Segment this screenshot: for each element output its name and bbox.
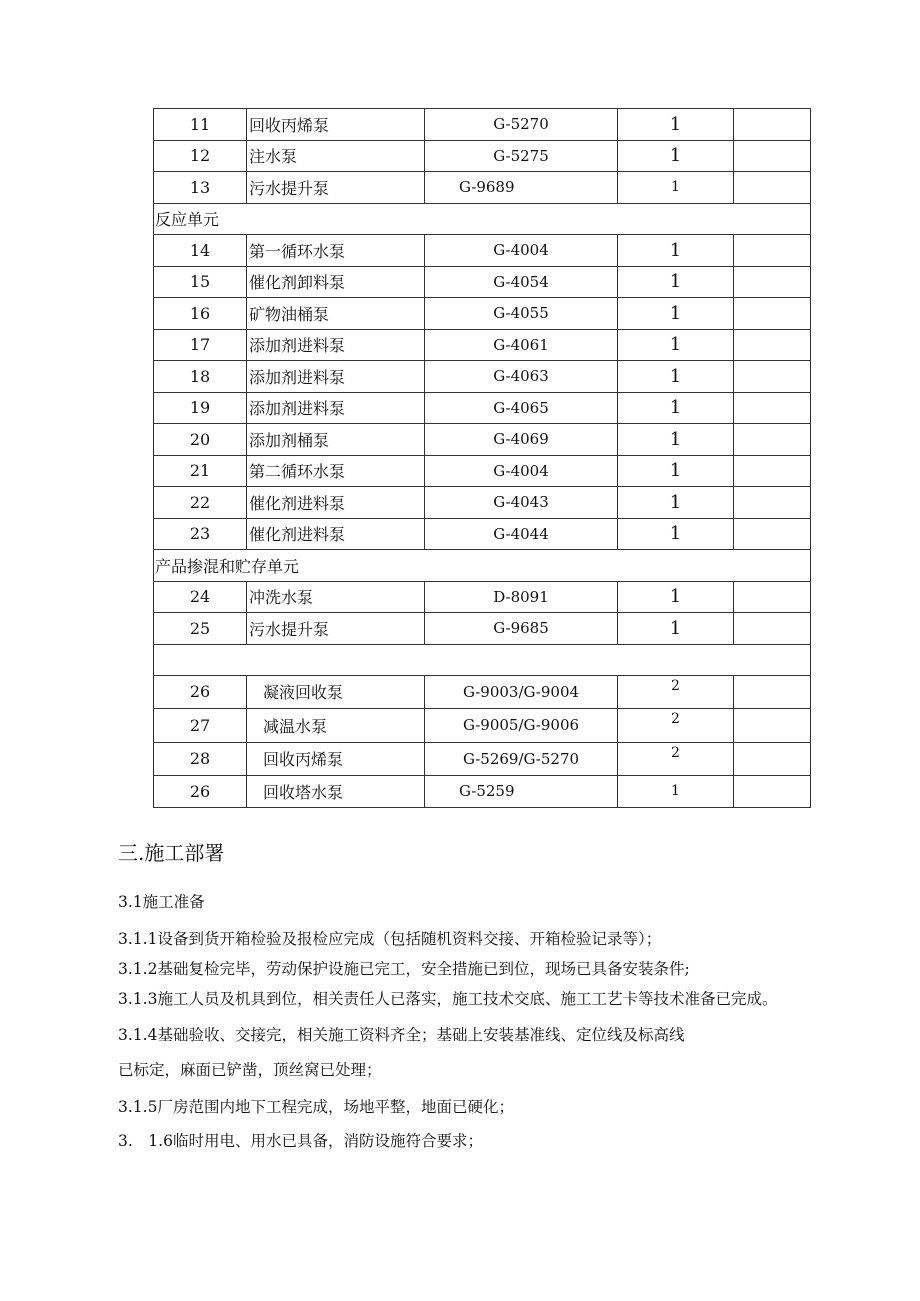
table-row (154, 424, 811, 456)
item-model: G-5275 (425, 140, 618, 172)
table-row (154, 266, 811, 298)
blank-cell (154, 644, 811, 675)
item-model: G-4043 (425, 487, 618, 519)
item-model: G-4004 (425, 455, 618, 487)
table-row (154, 109, 811, 141)
item-quantity: 2 (618, 742, 734, 776)
item-remark (734, 709, 811, 743)
table-row (154, 613, 811, 645)
item-model: G-5270 (425, 109, 618, 141)
paragraph: 已标定，麻面已铲凿，顶丝窝已处理； (118, 1061, 382, 1079)
table-row (154, 776, 811, 808)
item-number: 26 (154, 776, 247, 808)
item-name: 添加剂进料泵 (247, 361, 425, 393)
table-row (154, 581, 811, 613)
item-number: 21 (154, 455, 247, 487)
table-row (154, 518, 811, 550)
item-name: 污水提升泵 (247, 613, 425, 645)
item-remark (734, 361, 811, 393)
item-quantity: 1 (618, 298, 734, 330)
table-row (154, 392, 811, 424)
item-remark (734, 140, 811, 172)
item-remark (734, 742, 811, 776)
item-remark (734, 329, 811, 361)
item-name: 添加剂进料泵 (247, 392, 425, 424)
table-row (154, 361, 811, 393)
item-remark (734, 518, 811, 550)
item-quantity: 1 (618, 424, 734, 456)
paragraph: 3.1.2基础复检完毕，劳动保护设施已完工，安全措施已到位，现场已具备安装条件; (118, 960, 690, 978)
item-quantity: 1 (618, 266, 734, 298)
item-model: G-4061 (425, 329, 618, 361)
item-name: 回收丙烯泵 (247, 109, 425, 141)
item-name: 凝液回收泵 (247, 675, 425, 709)
item-remark (734, 235, 811, 267)
item-remark (734, 675, 811, 709)
item-name: 催化剂卸料泵 (247, 266, 425, 298)
item-remark (734, 613, 811, 645)
item-model: G-9685 (425, 613, 618, 645)
table-row (154, 455, 811, 487)
item-number: 26 (154, 675, 247, 709)
item-name: 注水泵 (247, 140, 425, 172)
item-number: 27 (154, 709, 247, 743)
item-number: 14 (154, 235, 247, 267)
item-name: 催化剂进料泵 (247, 518, 425, 550)
item-model: G-4065 (425, 392, 618, 424)
item-name: 减温水泵 (247, 709, 425, 743)
item-number: 15 (154, 266, 247, 298)
item-remark (734, 298, 811, 330)
item-remark (734, 266, 811, 298)
item-quantity: 1 (618, 392, 734, 424)
item-quantity: 1 (618, 487, 734, 519)
section-heading: 三.施工部署 (118, 841, 225, 865)
item-name: 回收丙烯泵 (247, 742, 425, 776)
item-number: 17 (154, 329, 247, 361)
item-quantity: 1 (618, 518, 734, 550)
section-label: 反应单元 (154, 203, 811, 235)
item-name: 第一循环水泵 (247, 235, 425, 267)
item-model: G-4055 (425, 298, 618, 330)
table-row (154, 298, 811, 330)
item-model: G-4004 (425, 235, 618, 267)
item-remark (734, 392, 811, 424)
item-remark (734, 455, 811, 487)
section-row (154, 203, 811, 235)
item-model: G-9003/G-9004 (425, 675, 618, 709)
item-number: 28 (154, 742, 247, 776)
equipment-table (153, 108, 811, 808)
table-row (154, 675, 811, 709)
item-name: 污水提升泵 (247, 172, 425, 204)
paragraph: 3. 1.6临时用电、用水已具备，消防设施符合要求； (118, 1132, 483, 1150)
item-model: G-4063 (425, 361, 618, 393)
item-quantity: 1 (618, 140, 734, 172)
table-row (154, 742, 811, 776)
item-name: 第二循环水泵 (247, 455, 425, 487)
item-remark (734, 109, 811, 141)
item-remark (734, 172, 811, 204)
item-model: G-4054 (425, 266, 618, 298)
item-name: 冲洗水泵 (247, 581, 425, 613)
item-number: 24 (154, 581, 247, 613)
item-quantity: 1 (618, 776, 734, 808)
table-row (154, 709, 811, 743)
table-row (154, 140, 811, 172)
blank-row (154, 644, 811, 675)
item-name: 催化剂进料泵 (247, 487, 425, 519)
item-model: D-8091 (425, 581, 618, 613)
item-model: G-4069 (425, 424, 618, 456)
item-number: 13 (154, 172, 247, 204)
paragraph: 3.1.1设备到货开箱检验及报检应完成（包括随机资料交接、开箱检验记录等）； (118, 930, 662, 948)
item-model: G-9689 (425, 172, 618, 204)
item-name: 添加剂进料泵 (247, 329, 425, 361)
section-row (154, 550, 811, 582)
item-remark (734, 776, 811, 808)
table-row (154, 172, 811, 204)
item-quantity: 1 (618, 109, 734, 141)
item-quantity: 1 (618, 172, 734, 204)
item-name: 回收塔水泵 (247, 776, 425, 808)
item-number: 12 (154, 140, 247, 172)
item-number: 22 (154, 487, 247, 519)
item-quantity: 1 (618, 361, 734, 393)
item-model: G-5259 (425, 776, 618, 808)
item-name: 矿物油桶泵 (247, 298, 425, 330)
item-remark (734, 581, 811, 613)
table-row (154, 487, 811, 519)
item-remark (734, 487, 811, 519)
item-number: 16 (154, 298, 247, 330)
table-row (154, 235, 811, 267)
item-number: 25 (154, 613, 247, 645)
subheading: 3.1施工准备 (118, 893, 205, 911)
table-row (154, 329, 811, 361)
paragraph: 3.1.4基础验收、交接完，相关施工资料齐全；基础上安装基准线、定位线及标高线 (118, 1026, 685, 1044)
item-number: 18 (154, 361, 247, 393)
item-model: G-9005/G-9006 (425, 709, 618, 743)
item-number: 19 (154, 392, 247, 424)
section-label: 产品掺混和贮存单元 (154, 550, 811, 582)
item-model: G-5269/G-5270 (425, 742, 618, 776)
item-quantity: 2 (618, 709, 734, 743)
item-name: 添加剂桶泵 (247, 424, 425, 456)
item-quantity: 1 (618, 613, 734, 645)
paragraph: 3.1.3施工人员及机具到位，相关责任人已落实，施工技术交底、施工工艺卡等技术准备已完成。 (118, 990, 778, 1008)
item-number: 23 (154, 518, 247, 550)
item-number: 20 (154, 424, 247, 456)
item-quantity: 2 (618, 675, 734, 709)
item-quantity: 1 (618, 235, 734, 267)
item-number: 11 (154, 109, 247, 141)
paragraph: 3.1.5厂房范围内地下工程完成，场地平整，地面已硬化； (118, 1098, 514, 1116)
item-quantity: 1 (618, 581, 734, 613)
item-quantity: 1 (618, 455, 734, 487)
item-model: G-4044 (425, 518, 618, 550)
equipment-table-body (154, 109, 811, 808)
item-quantity: 1 (618, 329, 734, 361)
item-remark (734, 424, 811, 456)
